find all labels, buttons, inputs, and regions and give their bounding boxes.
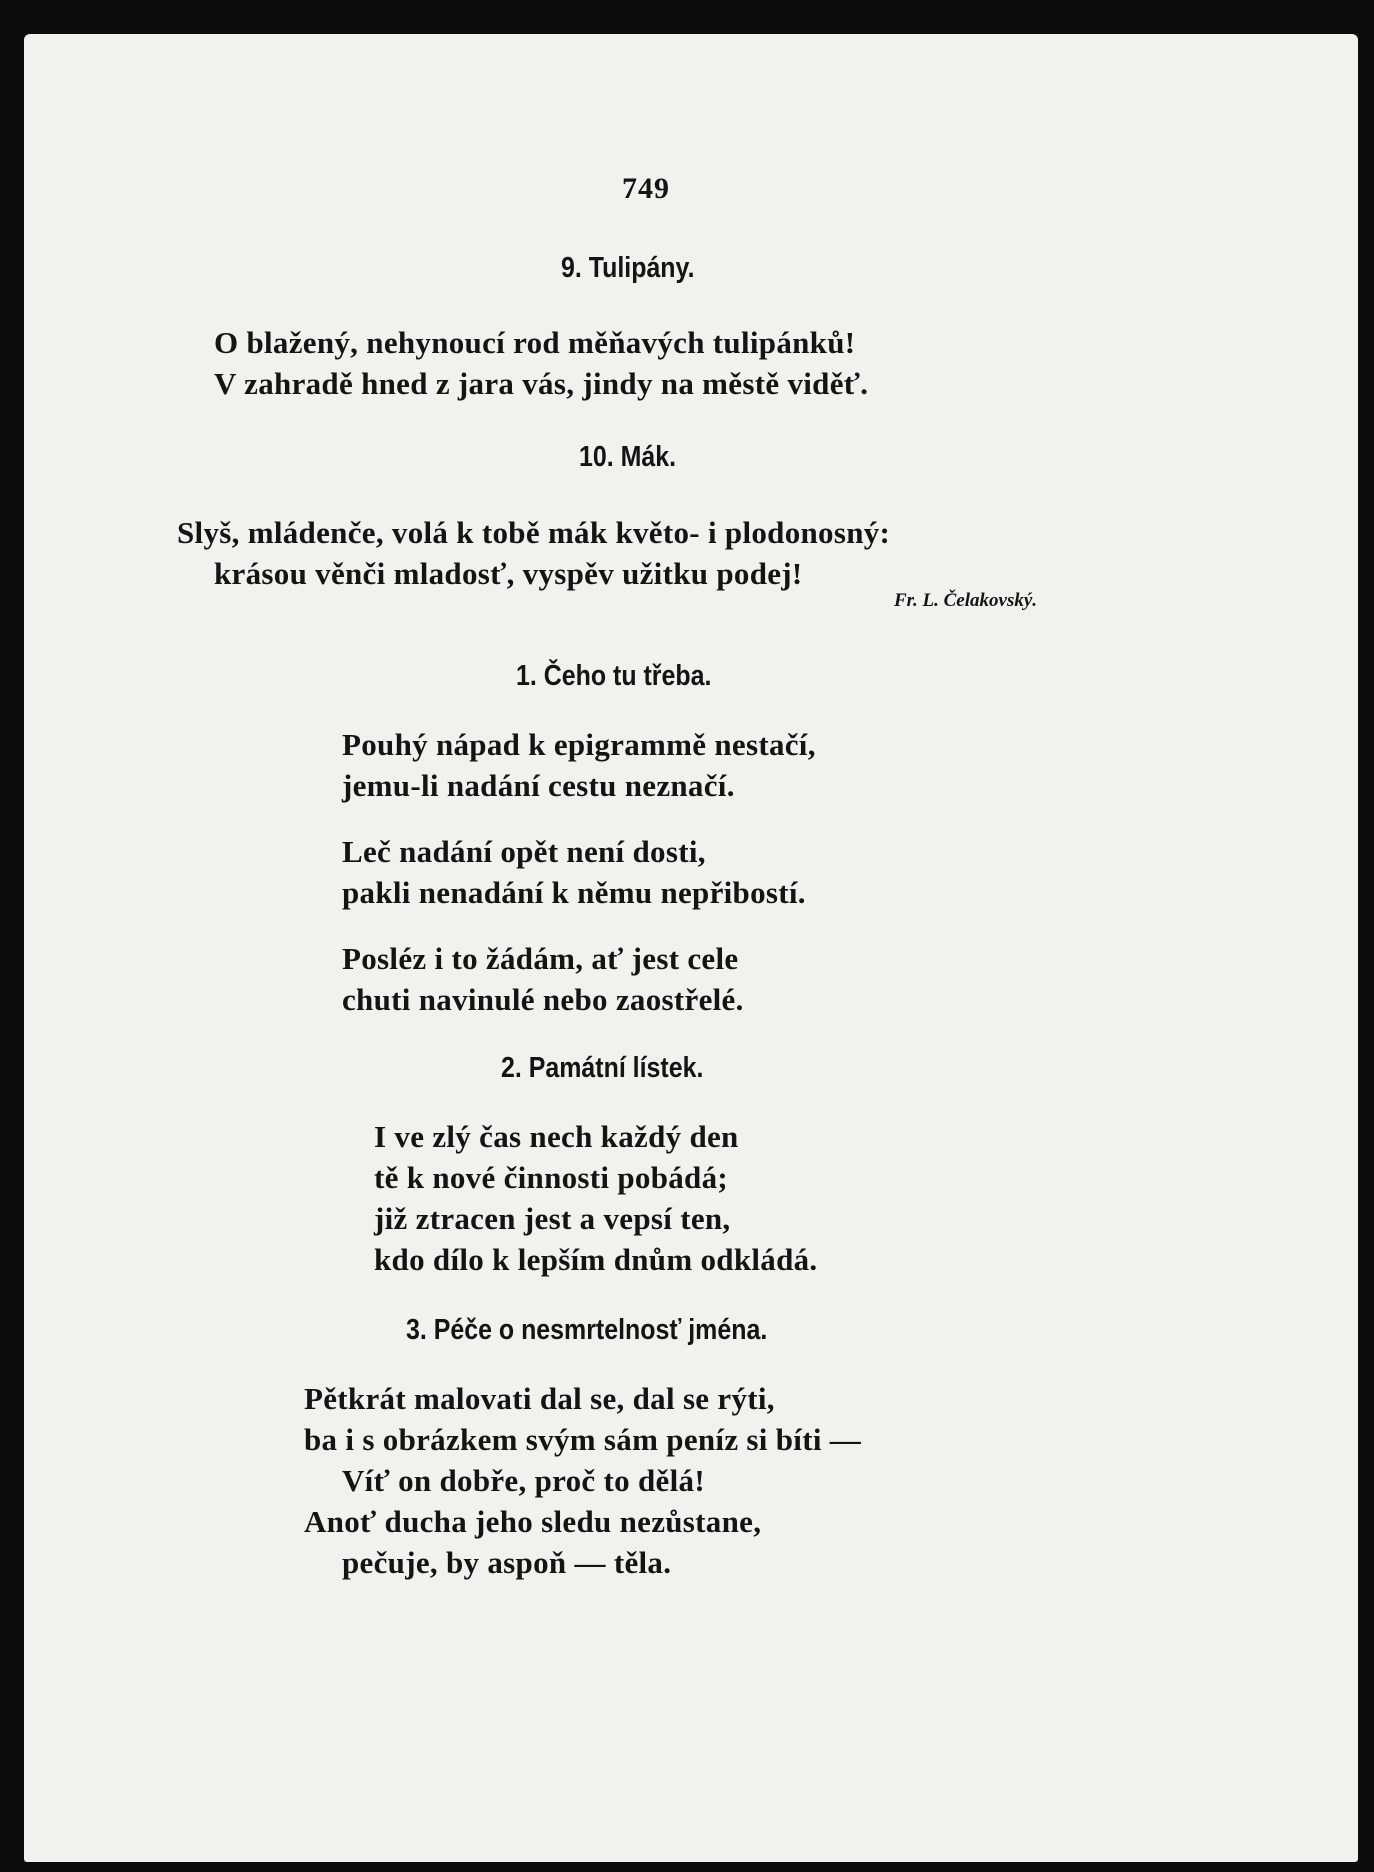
poem-line: Anoť ducha jeho sledu nezůstane, xyxy=(304,1504,762,1539)
author-signature: Fr. L. Čelakovský. xyxy=(894,590,1038,611)
book-page xyxy=(24,34,1358,1862)
poem-line: krásou věnči mladosť, vyspěv užitku podej! xyxy=(214,556,803,591)
poem-line: tě k nové činnosti pobádá; xyxy=(374,1160,729,1195)
section-heading-ceho-tu-treba: 1. Čeho tu třeba. xyxy=(516,660,712,692)
section-heading-mak: 10. Mák. xyxy=(579,441,677,473)
poem-line: jemu-li nadání cestu neznačí. xyxy=(342,768,735,803)
poem-line: pakli nenadání k němu nepřibostí. xyxy=(342,875,806,910)
poem-line: Pouhý nápad k epigrammě nestačí, xyxy=(342,727,816,762)
section-heading-pamatni-listek: 2. Památní lístek. xyxy=(501,1052,704,1084)
poem-line: Leč nadání opět není dosti, xyxy=(342,834,706,869)
section-heading-pece-o-nesmrtelnost: 3. Péče o nesmrtelnosť jména. xyxy=(406,1314,768,1346)
poem-line: chuti navinulé nebo zaostřelé. xyxy=(342,982,744,1017)
poem-line: Pětkrát malovati dal se, dal se rýti, xyxy=(304,1381,775,1416)
page-number: 749 xyxy=(622,172,670,205)
poem-line: již ztracen jest a vepsí ten, xyxy=(374,1201,731,1236)
section-heading-tulipany: 9. Tulipány. xyxy=(561,252,695,284)
poem-line: Slyš, mládenče, volá k tobě mák květo- i plodonosný: xyxy=(177,515,891,550)
poem-line: kdo dílo k lepším dnům odkládá. xyxy=(374,1242,818,1277)
poem-line: O blažený, nehynoucí rod měňavých tulipánků! xyxy=(214,325,856,360)
poem-line: I ve zlý čas nech každý den xyxy=(374,1119,739,1154)
poem-line: pečuje, by aspoň — těla. xyxy=(342,1545,672,1580)
poem-line: V zahradě hned z jara vás, jindy na městě viděť. xyxy=(214,366,869,401)
poem-line: ba i s obrázkem svým sám peníz si bíti — xyxy=(304,1422,862,1457)
poem-line: Víť on dobře, proč to dělá! xyxy=(342,1463,705,1498)
poem-line: Posléz i to žádám, ať jest cele xyxy=(342,941,739,976)
